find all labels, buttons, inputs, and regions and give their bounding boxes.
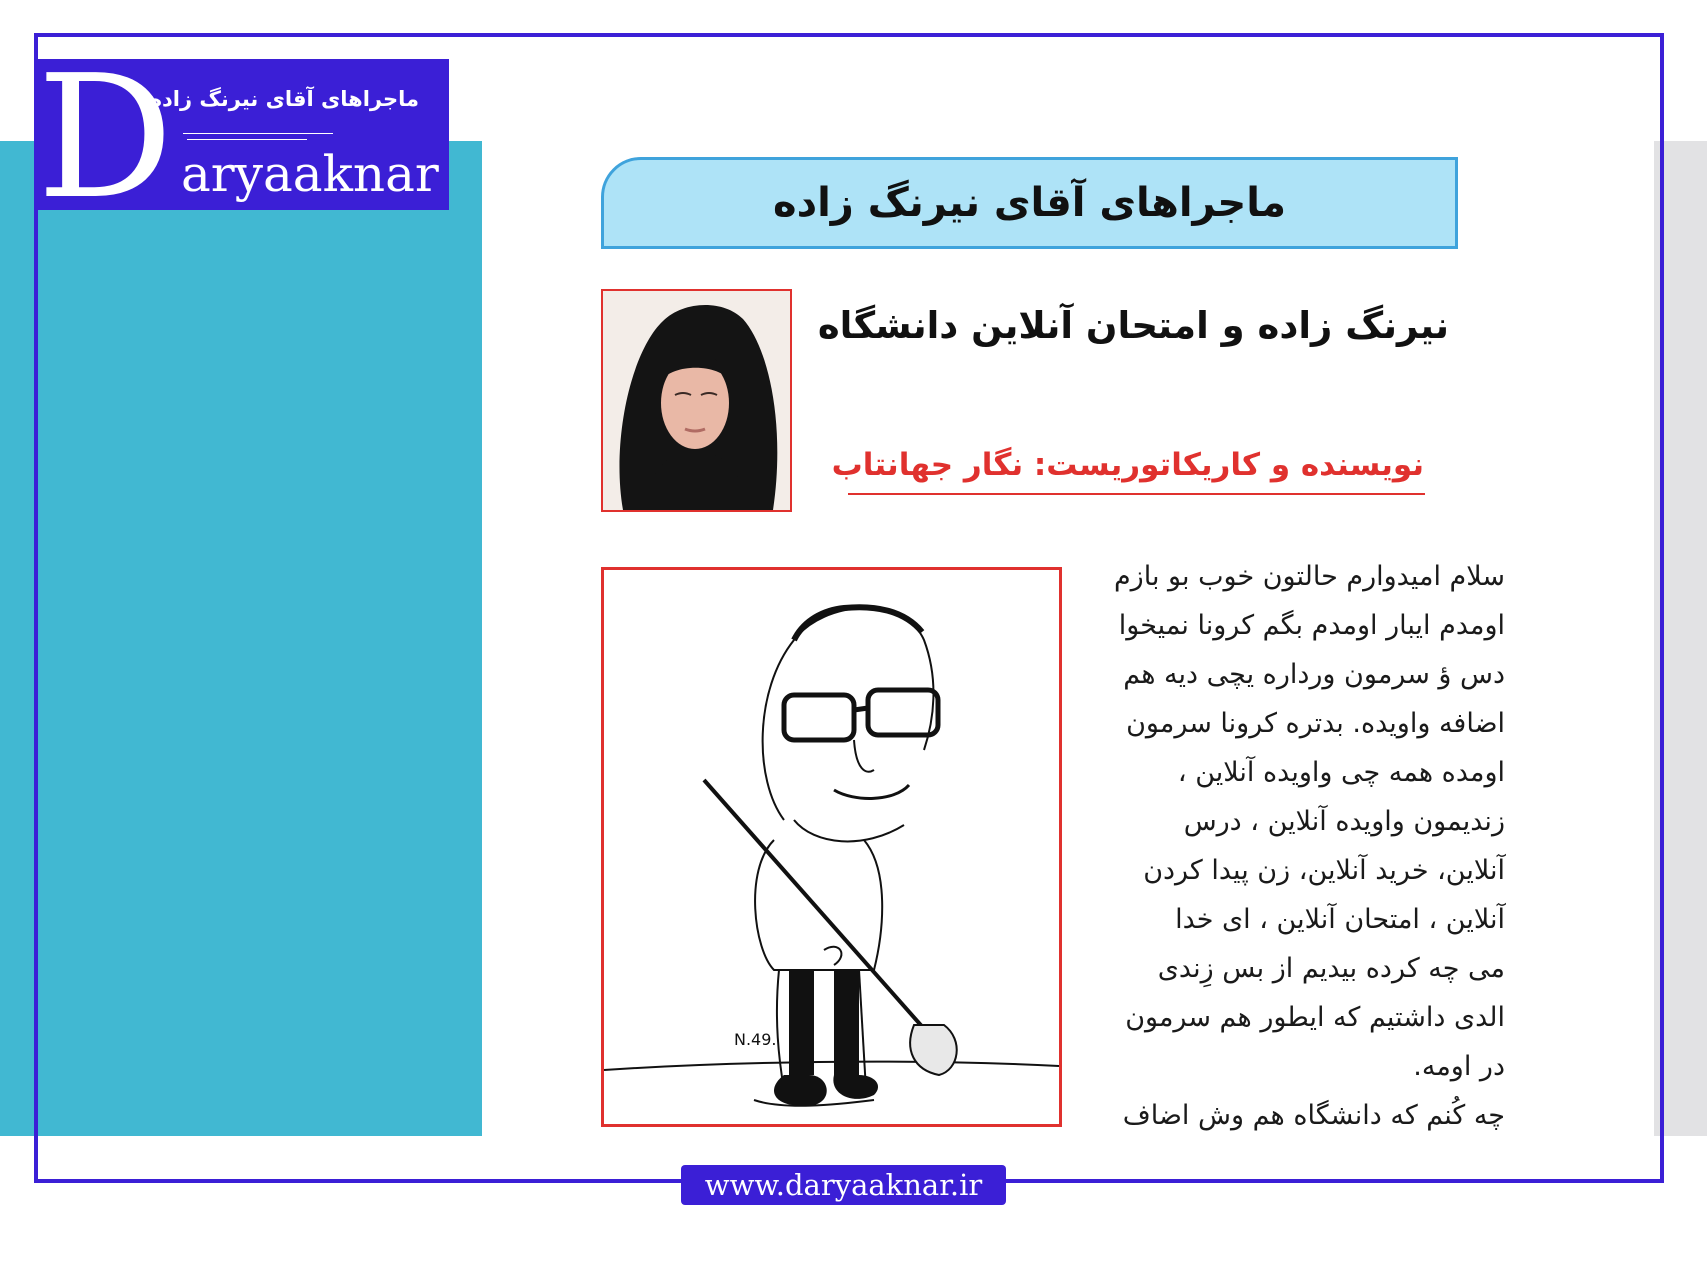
author-photo — [601, 289, 792, 512]
body-line: چه کُنم که دانشگاه هم وش اضاف — [1122, 1100, 1505, 1131]
logo-word: aryaaknar — [181, 145, 439, 203]
logo-divider — [183, 133, 333, 134]
body-line: اومدم ایبار اومدم بگم کرونا نمیخوا — [1118, 610, 1505, 641]
logo-divider-2 — [187, 139, 307, 140]
body-line: سلام امیدوارم حالتون خوب بو بازم — [1113, 561, 1505, 592]
site-logo[interactable] — [37, 59, 449, 210]
logo-letter: D — [37, 59, 174, 210]
body-line: در اومه. — [1413, 1051, 1505, 1082]
body-line: اضافه واویده. بدتره کرونا سرمون — [1126, 708, 1505, 739]
article-title: ماجراهای آقای نیرنگ زاده — [772, 180, 1287, 226]
body-line: آنلاین ، امتحان آنلاین ، ای خدا — [1175, 904, 1505, 935]
cartoon-signature: N.49. — [734, 1030, 777, 1049]
author-credit: نویسنده و کاریکاتوریست: نگار جهانتاب — [831, 447, 1424, 483]
body-line: می چه کرده بیدیم از بس زِندی — [1157, 953, 1505, 984]
site-url-link[interactable]: www.daryaaknar.ir — [681, 1165, 1006, 1205]
article-title-box — [601, 157, 1458, 249]
body-line: زندیمون واویده آنلاین ، درس — [1183, 806, 1505, 837]
logo-tagline: ماجراهای آقای نیرنگ زاده — [149, 87, 419, 111]
body-line: آنلاین، خرید آنلاین، زن پیدا کردن — [1143, 855, 1505, 886]
author-underline — [848, 493, 1425, 495]
body-line: اومده همه چی واویده آنلاین ، — [1177, 757, 1505, 788]
article-body — [1087, 552, 1505, 1140]
author-portrait-image — [603, 291, 790, 510]
article-subtitle: نیرنگ زاده و امتحان آنلاین دانشگاه — [817, 304, 1449, 347]
body-line: دس ؤ سرمون ورداره یچی دیه هم — [1123, 659, 1505, 690]
caricature-drawing — [604, 570, 1059, 1124]
caricature-frame — [601, 567, 1062, 1127]
body-line: الدی داشتیم که ایطور هم سرمون — [1125, 1002, 1505, 1033]
